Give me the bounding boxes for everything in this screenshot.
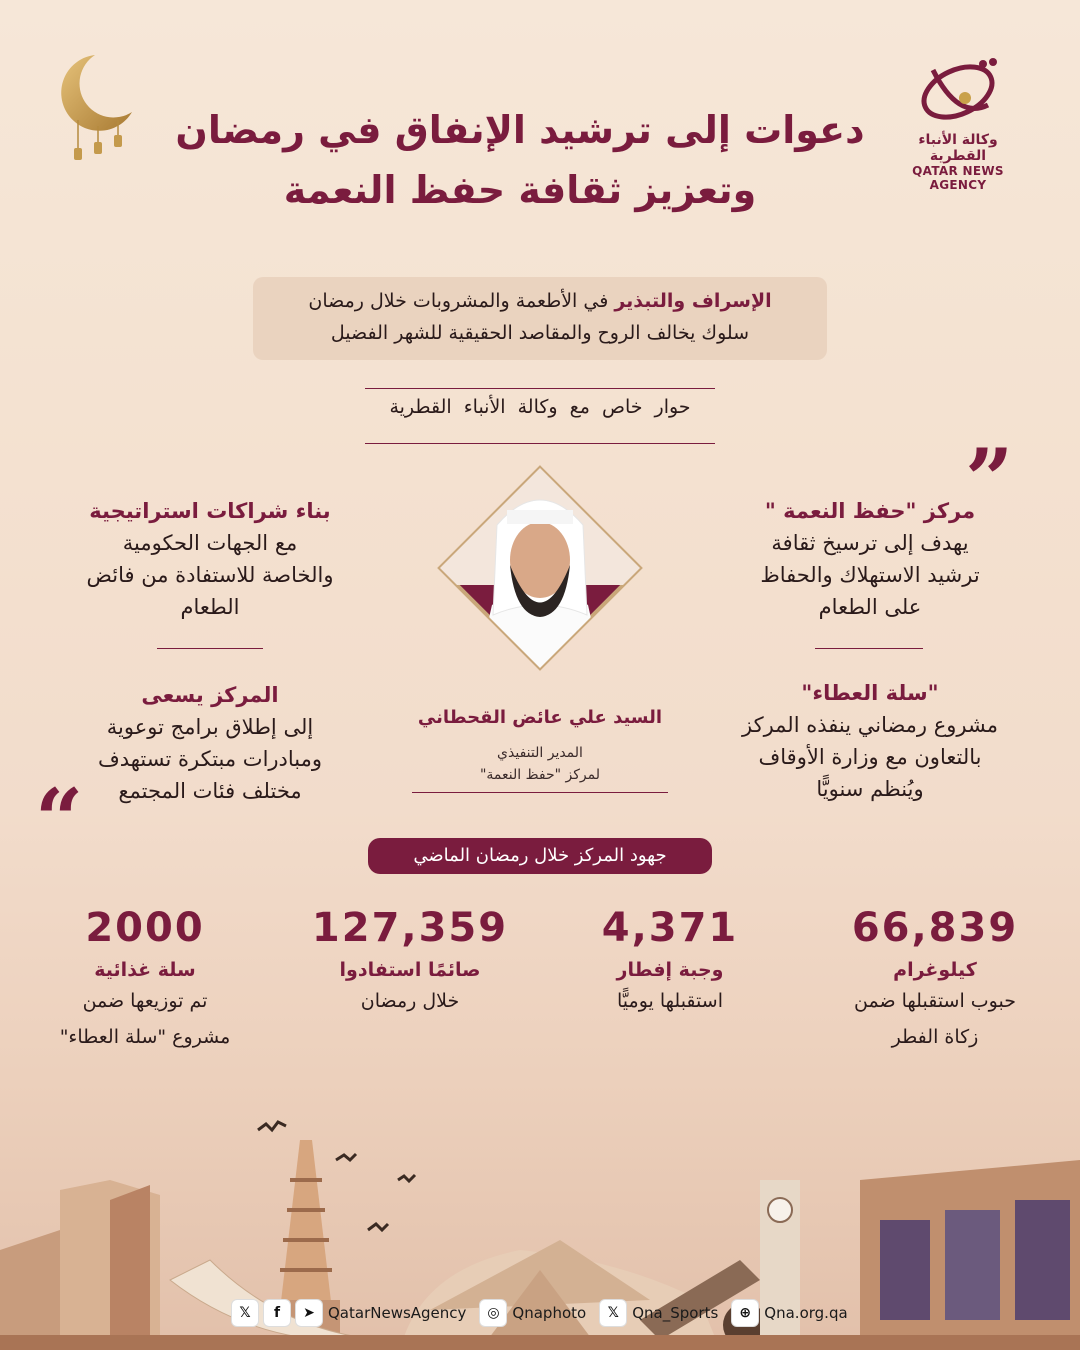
person-divider <box>412 792 668 793</box>
instagram-icon[interactable]: ◎ <box>480 1300 506 1326</box>
stat-2-desc-1: استقبلها يوميًّا <box>617 990 723 1012</box>
qna-logo <box>888 50 1028 192</box>
right-block-1-line-2: ترشيد الاستهلاك والحفاظ <box>760 563 980 587</box>
left-block-2-line-1: إلى إطلاق برامج توعوية <box>106 715 314 739</box>
left-block-1-line-3: الطعام <box>180 595 240 619</box>
logo-english-text: QATAR NEWS AGENCY <box>912 164 1004 192</box>
right-block-1-title: مركز "حفظ النعمة " <box>764 499 976 523</box>
stat-1-desc-2: زكاة الفطر <box>891 1026 979 1048</box>
interview-top-divider <box>365 388 715 389</box>
page-title <box>160 100 880 220</box>
interview-label: حوار خاص مع وكالة الأنباء القطرية <box>389 396 691 418</box>
right-block-2-line-3: ويُنظم سنويًّا <box>816 777 924 801</box>
stat-1-desc-1: حبوب استقبلها ضمن <box>854 990 1016 1012</box>
intro-line-2: سلوك يخالف الروح والمقاصد الحقيقية للشهر الفضيل <box>330 322 750 344</box>
left-block-2-line-2: ومبادرات مبتكرة تستهدف <box>97 747 323 771</box>
right-block-2-line-2: بالتعاون مع وزارة الأوقاف <box>758 745 982 769</box>
crescent-moon-icon <box>50 50 140 175</box>
footer-handle-1[interactable]: QatarNewsAgency <box>328 1304 467 1322</box>
stat-1-unit: كيلوغرام <box>893 959 977 981</box>
qna-emblem-icon <box>903 50 1013 130</box>
stat-3-number: 127,359 <box>311 905 509 951</box>
intro-line-1-rest: في الأطعمة والمشروبات خلال رمضان <box>308 290 615 312</box>
stat-1 <box>815 905 1055 1053</box>
title-line-2: وتعزيز ثقافة حفظ النعمة <box>283 168 757 212</box>
left-block-2-line-3: مختلف فئات المجتمع <box>118 779 302 803</box>
footer-website[interactable]: Qna.org.qa <box>764 1304 848 1322</box>
stat-4-unit: سلة غذائية <box>94 959 196 981</box>
facebook-icon[interactable]: f <box>264 1300 290 1326</box>
intro-box <box>253 277 827 360</box>
stat-3 <box>290 905 530 1017</box>
left-divider <box>157 648 263 649</box>
portrait-image <box>437 465 643 671</box>
efforts-label: جهود المركز خلال رمضان الماضي <box>368 838 712 874</box>
stat-3-desc-1: خلال رمضان <box>360 990 460 1012</box>
intro-highlight: الإسراف والتبذير <box>614 290 772 312</box>
left-block-1-title: بناء شراكات استراتيجية <box>89 499 331 523</box>
right-block-2 <box>725 677 1015 805</box>
stat-1-number: 66,839 <box>851 905 1019 951</box>
left-block-2 <box>60 679 360 807</box>
left-block-1 <box>60 495 360 623</box>
footer-handle-3[interactable]: Qna_Sports <box>632 1304 719 1322</box>
person-role-line-1: المدير التنفيذي <box>497 745 583 761</box>
stat-2-unit: وجبة إفطار <box>616 959 724 981</box>
interview-bottom-divider <box>365 443 715 444</box>
stat-4-number: 2000 <box>85 905 205 951</box>
telegram-icon[interactable]: ➤ <box>296 1300 322 1326</box>
stat-2-number: 4,371 <box>601 905 739 951</box>
x-icon[interactable]: 𝕏 <box>600 1300 626 1326</box>
left-block-1-line-2: والخاصة للاستفادة من فائض <box>86 563 334 587</box>
stat-4 <box>25 905 265 1053</box>
left-block-1-line-1: مع الجهات الحكومية <box>122 531 298 555</box>
intro-line-1 <box>253 285 827 317</box>
globe-icon[interactable]: ⊕ <box>732 1300 758 1326</box>
person-role <box>410 742 670 786</box>
right-block-1-line-1: يهدف إلى ترسيخ ثقافة <box>771 531 969 555</box>
right-block-2-title: "سلة العطاء" <box>801 681 939 705</box>
social-footer <box>232 1298 856 1328</box>
stat-2 <box>550 905 790 1017</box>
quote-close-icon: “ <box>35 770 84 869</box>
person-name: السيد علي عائض القحطاني <box>417 707 663 728</box>
right-block-1 <box>725 495 1015 623</box>
left-block-2-title: المركز يسعى <box>141 683 279 707</box>
quote-open-icon: ” <box>965 430 1014 529</box>
title-line-1: دعوات إلى ترشيد الإنفاق في رمضان <box>175 108 865 152</box>
right-block-1-line-3: على الطعام <box>818 595 922 619</box>
right-divider <box>815 648 923 649</box>
stat-3-unit: صائمًا استفادوا <box>339 959 481 981</box>
stat-4-desc-2: مشروع "سلة العطاء" <box>59 1026 231 1048</box>
person-role-line-2: لمركز "حفظ النعمة" <box>479 767 600 783</box>
stat-4-desc-1: تم توزيعها ضمن <box>82 990 208 1012</box>
right-block-2-line-1: مشروع رمضاني ينفذه المركز <box>742 713 998 737</box>
logo-arabic-text: وكالة الأنباء القطرية <box>918 132 998 164</box>
footer-handle-2[interactable]: Qnaphoto <box>512 1304 587 1322</box>
x-icon[interactable]: 𝕏 <box>232 1300 258 1326</box>
